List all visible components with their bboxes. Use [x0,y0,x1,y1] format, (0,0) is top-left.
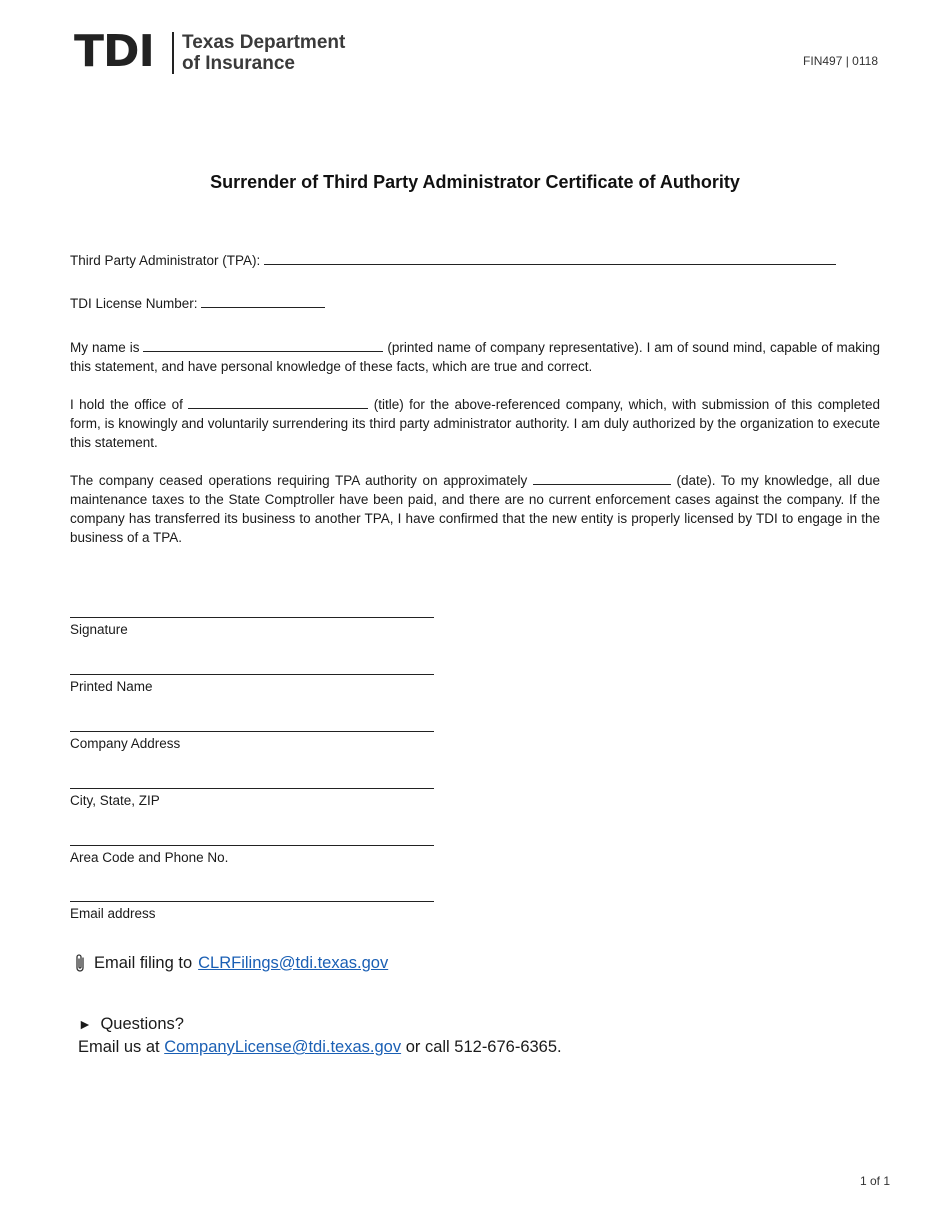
p1-before: My name is [70,340,140,355]
printed-name-line[interactable] [70,674,434,675]
paragraph-ceased [70,471,880,547]
agency-name [182,32,345,74]
page-number: 1 of 1 [859,1174,890,1188]
license-field [70,294,325,311]
city-state-zip-label: City, State, ZIP [70,793,160,808]
email-label: Email address [70,906,156,921]
questions-contact [78,1036,562,1059]
p2-before: I hold the office of [70,397,183,412]
city-state-zip-line[interactable] [70,788,434,789]
title-blank[interactable] [188,395,368,409]
form-id: FIN497 | 0118 [803,54,878,68]
phone-label: Area Code and Phone No. [70,850,229,865]
agency-name-line2: of Insurance [182,53,295,74]
tpa-field [70,251,836,268]
logo-divider [172,32,174,74]
tdi-logo: TDI [74,26,154,77]
p1-after: (printed name of company representative). I am of sound mind, capable of making this statement, and have personal knowledge of these facts, which are true and correct. [70,340,880,374]
paperclip-icon [74,953,88,973]
company-address-label: Company Address [70,736,181,751]
email-filing [74,953,388,973]
p3-before: The company ceased operations requiring TPA authority on approximately [70,473,528,488]
p3-after: (date). To my knowledge, all due maintenance taxes to the State Comptroller have been paid, and there are no current enforcement cases against the company. If the company has transferred its business to another TPA, I have confirmed that the new entity is properly licensed by TDI to engage in the business of a TPA. [70,473,880,545]
tpa-blank[interactable] [264,251,836,265]
questions-text-before: Email us at [78,1038,160,1056]
license-blank[interactable] [201,294,325,308]
company-license-email-link[interactable]: CompanyLicense@tdi.texas.gov [164,1038,402,1056]
signature-line[interactable] [70,617,434,618]
arrow-right-icon: ► [78,1016,92,1032]
signature-label: Signature [70,622,128,637]
printed-name-label: Printed Name [70,679,153,694]
email-filing-text: Email filing to [94,953,193,972]
name-blank[interactable] [143,338,383,352]
questions-heading-row [78,1013,562,1036]
questions-text-after: or call 512-676-6365. [405,1038,562,1056]
email-line[interactable] [70,901,434,902]
document-title: Surrender of Third Party Administrator Certificate of Authority [210,172,740,192]
tpa-label: Third Party Administrator (TPA): [70,253,261,268]
questions-heading: Questions? [100,1015,184,1033]
questions-section [78,1013,562,1059]
clr-filings-email-link[interactable]: CLRFilings@tdi.texas.gov [198,953,389,972]
license-label: TDI License Number: [70,296,198,311]
company-address-line[interactable] [70,731,434,732]
phone-line[interactable] [70,845,434,846]
agency-name-line1: Texas Department [182,32,346,53]
p2-after: (title) for the above-referenced company, which, with submission of this completed form, is knowingly and voluntarily surrendering its third party administrator authority. I am duly authorized by the organization to execute this statement. [70,397,880,450]
paragraph-name [70,338,880,376]
date-blank[interactable] [533,471,671,485]
paragraph-office [70,395,880,452]
